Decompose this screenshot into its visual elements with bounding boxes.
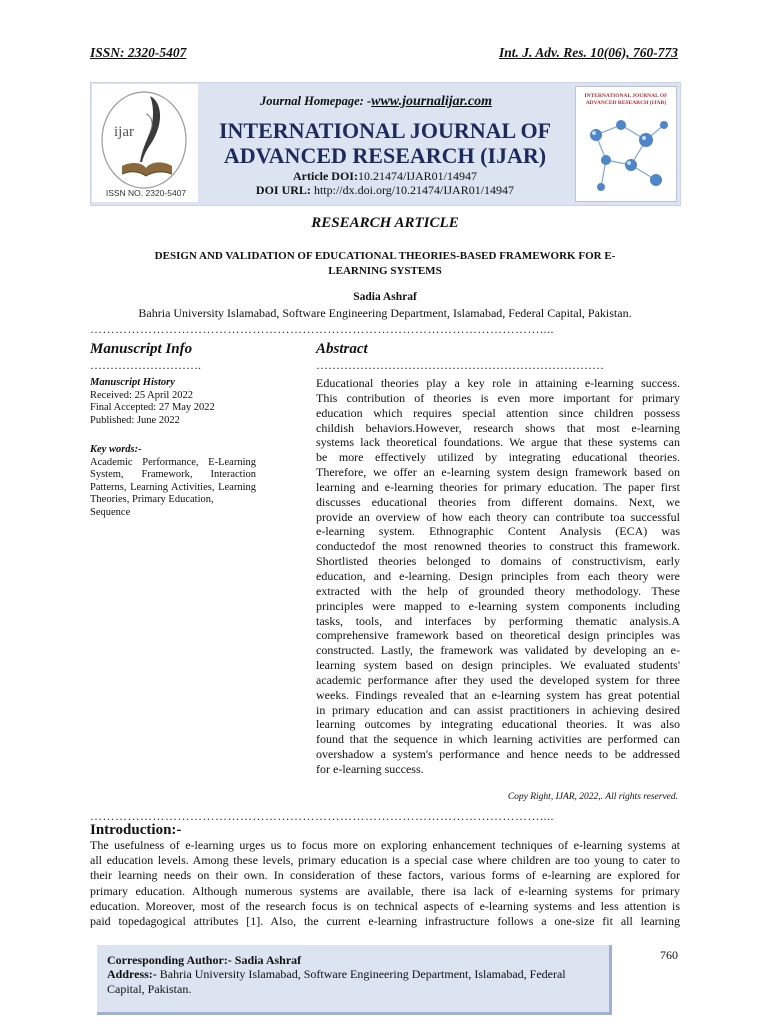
doi-url-link[interactable]: http://dx.doi.org/10.21474/IJAR01/14947 <box>313 183 515 197</box>
logo-text: ijar <box>114 124 134 140</box>
abstract-line: tasks, tools, and interfaces by performing thematic analysis.A <box>316 613 680 628</box>
introduction-line: The usefulness of e-learning urges us to focus more on exploring enhancement techniques of e-learning systems at <box>90 838 680 852</box>
introduction-heading: Introduction:- <box>90 822 182 838</box>
page-number: 760 <box>660 948 678 962</box>
keyword-line: Patterns, Learning Activities, Learning <box>90 481 256 493</box>
abstract-line: conductedof the most renowned theories to construct this framework. <box>316 539 680 554</box>
keyword-line: Academic Performance, E-Learning <box>90 456 256 468</box>
doi-url-label: DOI URL: <box>255 183 311 197</box>
journal-name-line1: INTERNATIONAL JOURNAL OF <box>218 118 552 143</box>
article-doi: 10.21474/IJAR01/14947 <box>357 169 477 183</box>
doi-block <box>210 169 560 197</box>
abstract-line: provide an overview of how each theory can contribute toa successful <box>316 509 680 524</box>
cover-title-line1: INTERNATIONAL JOURNAL OF <box>584 93 668 99</box>
citation-header: Int. J. Adv. Res. 10(06), 760-773 <box>499 45 678 60</box>
separator-left: ………………………. <box>90 358 201 372</box>
accepted-date: Final Accepted: 27 May 2022 <box>90 402 215 413</box>
manuscript-info-heading: Manuscript Info <box>90 341 193 357</box>
abstract-line: systems lack theoretical foundations. We argue that these systems can <box>316 435 680 450</box>
abstract-line: principles were mapped to e-learning system components including <box>316 598 680 613</box>
journal-name-line2: ADVANCED RESEARCH (IJAR) <box>223 143 547 168</box>
quill-book-logo-icon <box>92 84 198 202</box>
author-name: Sadia Ashraf <box>353 291 417 303</box>
separator-right: ……………………………………………………………… <box>316 358 604 372</box>
keywords-block <box>90 444 256 519</box>
logo-issn: ISSN NO. 2320-5407 <box>105 188 187 198</box>
abstract-heading: Abstract <box>316 341 368 357</box>
abstract-line: comprehensive framework based on theoretical design principles was <box>316 628 680 643</box>
abstract-line: education, and e-learning. Design principles from each theory were <box>316 568 680 583</box>
issn-header: ISSN: 2320-5407 <box>90 45 187 60</box>
introduction-line: all education levels. Among these levels, primary education is a special case where children are too young to cater to <box>90 853 680 868</box>
keyword-line: System, Framework, Interaction <box>90 469 256 480</box>
article-type: RESEARCH ARTICLE <box>311 215 459 231</box>
copyright-notice: Copy Right, IJAR, 2022,. All rights reserved. <box>507 792 678 802</box>
abstract-line: academic performance after they used the developed system for three <box>316 672 680 687</box>
introduction-line: paid topedagogical attributes [1]. Also, the current e-learning infrastructure follows a one-size fit all learning <box>90 914 680 929</box>
abstract-line: education which requires special attention since children possess <box>316 405 680 420</box>
address-label: Address:- <box>107 967 157 981</box>
abstract-line: extracted with the help of grounded theory methodology. These <box>316 583 680 598</box>
separator-top: ……………………………………………………………………………………………….... <box>90 322 554 336</box>
manuscript-history <box>90 377 256 427</box>
abstract-line: be more effectively utilized by integrating educational theories. <box>316 450 680 465</box>
abstract-body <box>316 376 680 777</box>
journal-cover-image <box>575 86 677 202</box>
abstract-line: overshadow a system's performance and hence needs to be addressed <box>316 747 680 762</box>
keyword-line: Theories, Primary Education, Sequence <box>90 494 214 518</box>
abstract-line: e-learning system. Ethnographic Content Analysis (ECA) was <box>316 524 680 539</box>
abstract-line: discusses educational theories from different domains. Next, we <box>316 494 680 509</box>
article-doi-label: Article DOI: <box>293 169 358 183</box>
address-line: Bahria University Islamabad, Software Engineering Department, Islamabad, Federal <box>156 967 566 981</box>
author-affiliation: Bahria University Islamabad, Software Engineering Department, Islamabad, Federal Capital, Pakistan. <box>138 306 632 320</box>
abstract-line: constructed. Lastly, the framework was validated by developing an e- <box>316 643 680 658</box>
abstract-line: This contribution of theories is even more important for primary <box>316 390 680 405</box>
abstract-line: Shortlisted theories belonged to domains of constructivism, early <box>316 554 680 569</box>
homepage-link[interactable]: www.journalijar.com <box>371 94 492 109</box>
manuscript-history-heading: Manuscript History <box>90 377 175 388</box>
article-title-line2: LEARNING SYSTEMS <box>328 265 442 277</box>
abstract-line: found that the sequence in which learning activities are performed can <box>316 732 680 747</box>
corresponding-author-box <box>97 945 612 1015</box>
abstract-line: Educational theories play a key role in attaining e-learning success. <box>316 376 680 390</box>
cover-title-line2: ADVANCED RESEARCH (IJAR) <box>585 100 667 106</box>
introduction-line: primary education. Although numerous systems are available, there isa lack of e-learning systems for primary <box>90 883 680 898</box>
abstract-line: Therefore, we offer an e-learning system design framework based on <box>316 465 680 480</box>
abstract-line: learning system based on design principles. We evaluated students' <box>316 658 680 673</box>
introduction-line: education. Moreover, most of the research focus is on technical aspects of e-learning systems and less attention is <box>90 898 680 913</box>
separator-bottom: ……………………………………………………………………………………………….... <box>90 809 554 823</box>
abstract-line: for e-learning success. <box>316 761 424 776</box>
corresponding-author: Corresponding Author:- Sadia Ashraf <box>107 953 302 967</box>
journal-homepage <box>260 94 492 110</box>
abstract-line: childish behaviors.However, research shows that most e-learning <box>316 420 680 435</box>
received-date: Received: 25 April 2022 <box>90 389 193 401</box>
homepage-label: Journal Homepage: - <box>260 94 372 108</box>
abstract-line: weeks. Findings revealed that an e-learning system has great potential <box>316 687 680 702</box>
journal-logo <box>92 84 198 202</box>
introduction-body <box>90 838 680 929</box>
introduction-line: their learning needs on their own. In consideration of these factors, various forms of e-learning are explored for <box>90 868 680 883</box>
address-line: Capital, Pakistan. <box>107 982 192 996</box>
molecule-graphic-icon <box>576 105 676 201</box>
author-address <box>107 967 597 997</box>
abstract-line: learning outcomes by integrating educational theories. It was also <box>316 717 680 732</box>
published-date: Published: June 2022 <box>90 414 180 426</box>
journal-name <box>210 118 560 168</box>
article-title-line1: DESIGN AND VALIDATION OF EDUCATIONAL THEORIES-BASED FRAMEWORK FOR E- <box>154 250 616 262</box>
keywords-heading: Key words:- <box>90 444 142 455</box>
abstract-line: learning and e-learning theories for primary education. The paper first <box>316 479 680 494</box>
article-title <box>90 249 680 279</box>
abstract-line: in primary education and can assist practitioners in achieving desired <box>316 702 680 717</box>
